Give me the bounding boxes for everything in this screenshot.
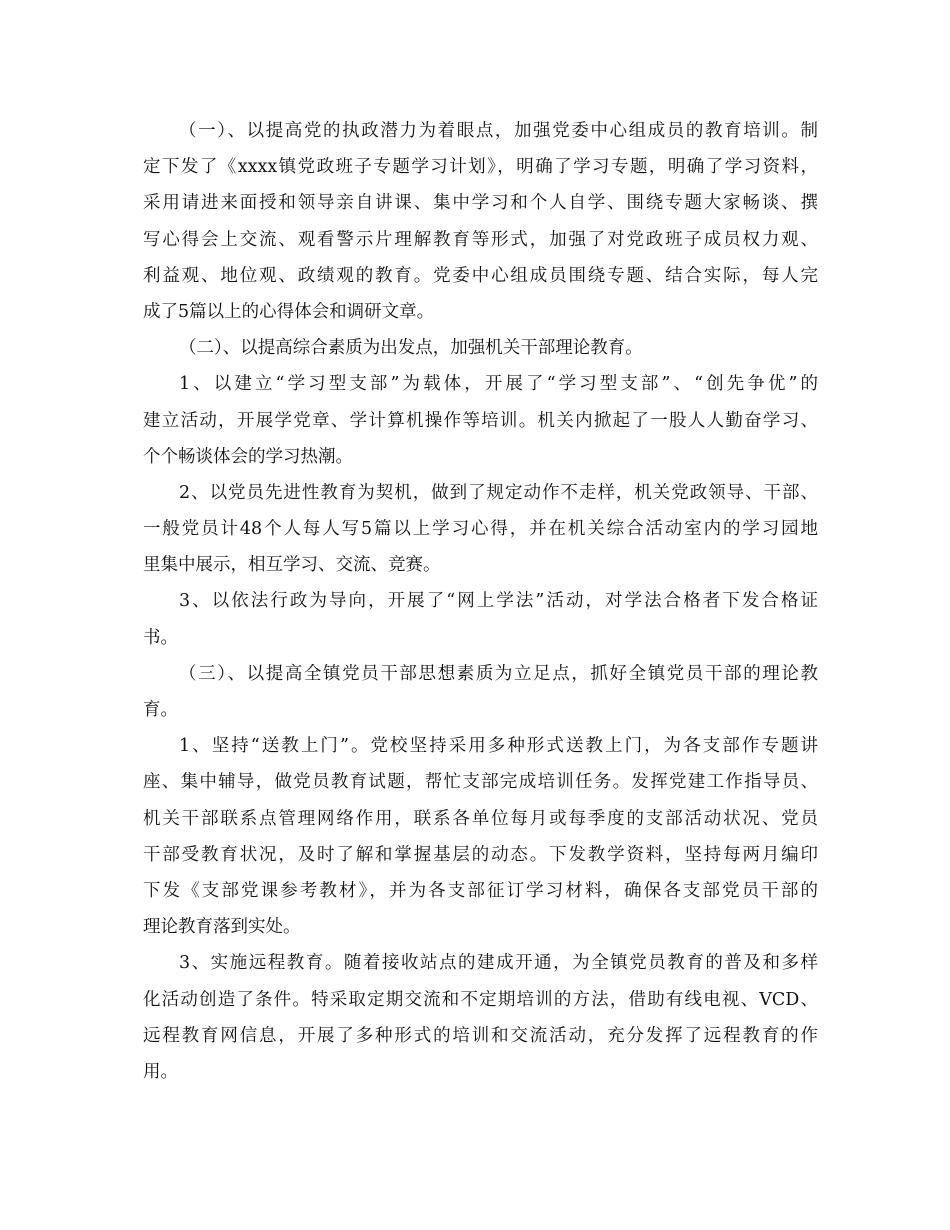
text-line: 里集中展示，相互学习、交流、竞赛。 (143, 555, 441, 576)
text-line: 采用请进来面授和领导亲自讲课、集中学习和个人自学、围绕专题大家畅谈、撰 (143, 193, 818, 214)
paragraph-6 (143, 656, 818, 728)
document-body (143, 113, 818, 1090)
text-line: （一）、以提高党的执政潜力为着眼点，加强党委中心组成员的教育培训。制 (179, 121, 818, 141)
text-line: 3、实施远程教育。随着接收站点的建成开通，为全镇党员教育的普及和多样 (179, 953, 818, 974)
paragraph-3 (143, 366, 818, 475)
text-line: 化活动创造了条件。特采取定期交流和不定期培训的方法，借助有线电视、VCD、 (143, 989, 818, 1010)
text-line: （二）、以提高综合素质为出发点，加强机关干部理论教育。 (179, 338, 643, 359)
text-line: 下发《支部党课参考教材》，并为各支部征订学习材料，确保各支部党员干部的 (143, 880, 818, 901)
text-line: 写心得会上交流、观看警示片理解教育等形式，加强了对党政班子成员权力观、 (143, 229, 818, 250)
paragraph-8 (143, 945, 818, 1090)
text-line: 2、以党员先进性教育为契机，做到了规定动作不走样，机关党政领导、干部、 (179, 482, 818, 503)
text-line: 座、集中辅导，做党员教育试题，帮忙支部完成培训任务。发挥党建工作指导员、 (143, 772, 818, 793)
text-line: 定下发了《xxxx镇党政班子专题学习计划》，明确了学习专题，明确了学习资料， (143, 157, 818, 178)
text-line: 机关干部联系点管理网络作用，联系各单位每月或每季度的支部活动状况、党员 (143, 808, 818, 829)
text-line: 育。 (143, 700, 178, 720)
paragraph-1 (143, 113, 818, 330)
text-line: 干部受教育状况，及时了解和掌握基层的动态。下发教学资料，坚持每两月编印 (143, 844, 818, 865)
text-line: 利益观、地位观、政绩观的教育。党委中心组成员围绕专题、结合实际，每人完 (143, 265, 818, 286)
text-line: 一般党员计48个人每人写5篇以上学习心得，并在机关综合活动室内的学习园地 (143, 519, 818, 540)
paragraph-4 (143, 475, 818, 584)
text-line: 远程教育网信息，开展了多种形式的培训和交流活动，充分发挥了远程教育的作 (143, 1025, 818, 1046)
paragraph-7 (143, 728, 818, 945)
text-line: 用。 (143, 1061, 178, 1082)
text-line: 1、坚持“送教上门”。党校坚持采用多种形式送教上门，为各支部作专题讲 (179, 736, 818, 757)
text-line: 个个畅谈体会的学习热潮。 (143, 446, 353, 467)
text-line: （三）、以提高全镇党员干部思想素质为立足点，抓好全镇党员干部的理论教 (179, 663, 818, 684)
paragraph-2 (143, 330, 818, 366)
text-line: 书。 (143, 627, 178, 648)
text-line: 成了5篇以上的心得体会和调研文章。 (143, 301, 435, 322)
text-line: 1、以建立“学习型支部”为载体，开展了“学习型支部”、“创先争优”的 (179, 374, 818, 395)
text-line: 建立活动，开展学党章、学计算机操作等培训。机关内掀起了一股人人勤奋学习、 (143, 410, 818, 431)
text-line: 3、以依法行政为导向，开展了“网上学法”活动，对学法合格者下发合格证 (179, 591, 818, 612)
paragraph-5 (143, 583, 818, 655)
text-line: 理论教育落到实处。 (143, 917, 301, 938)
